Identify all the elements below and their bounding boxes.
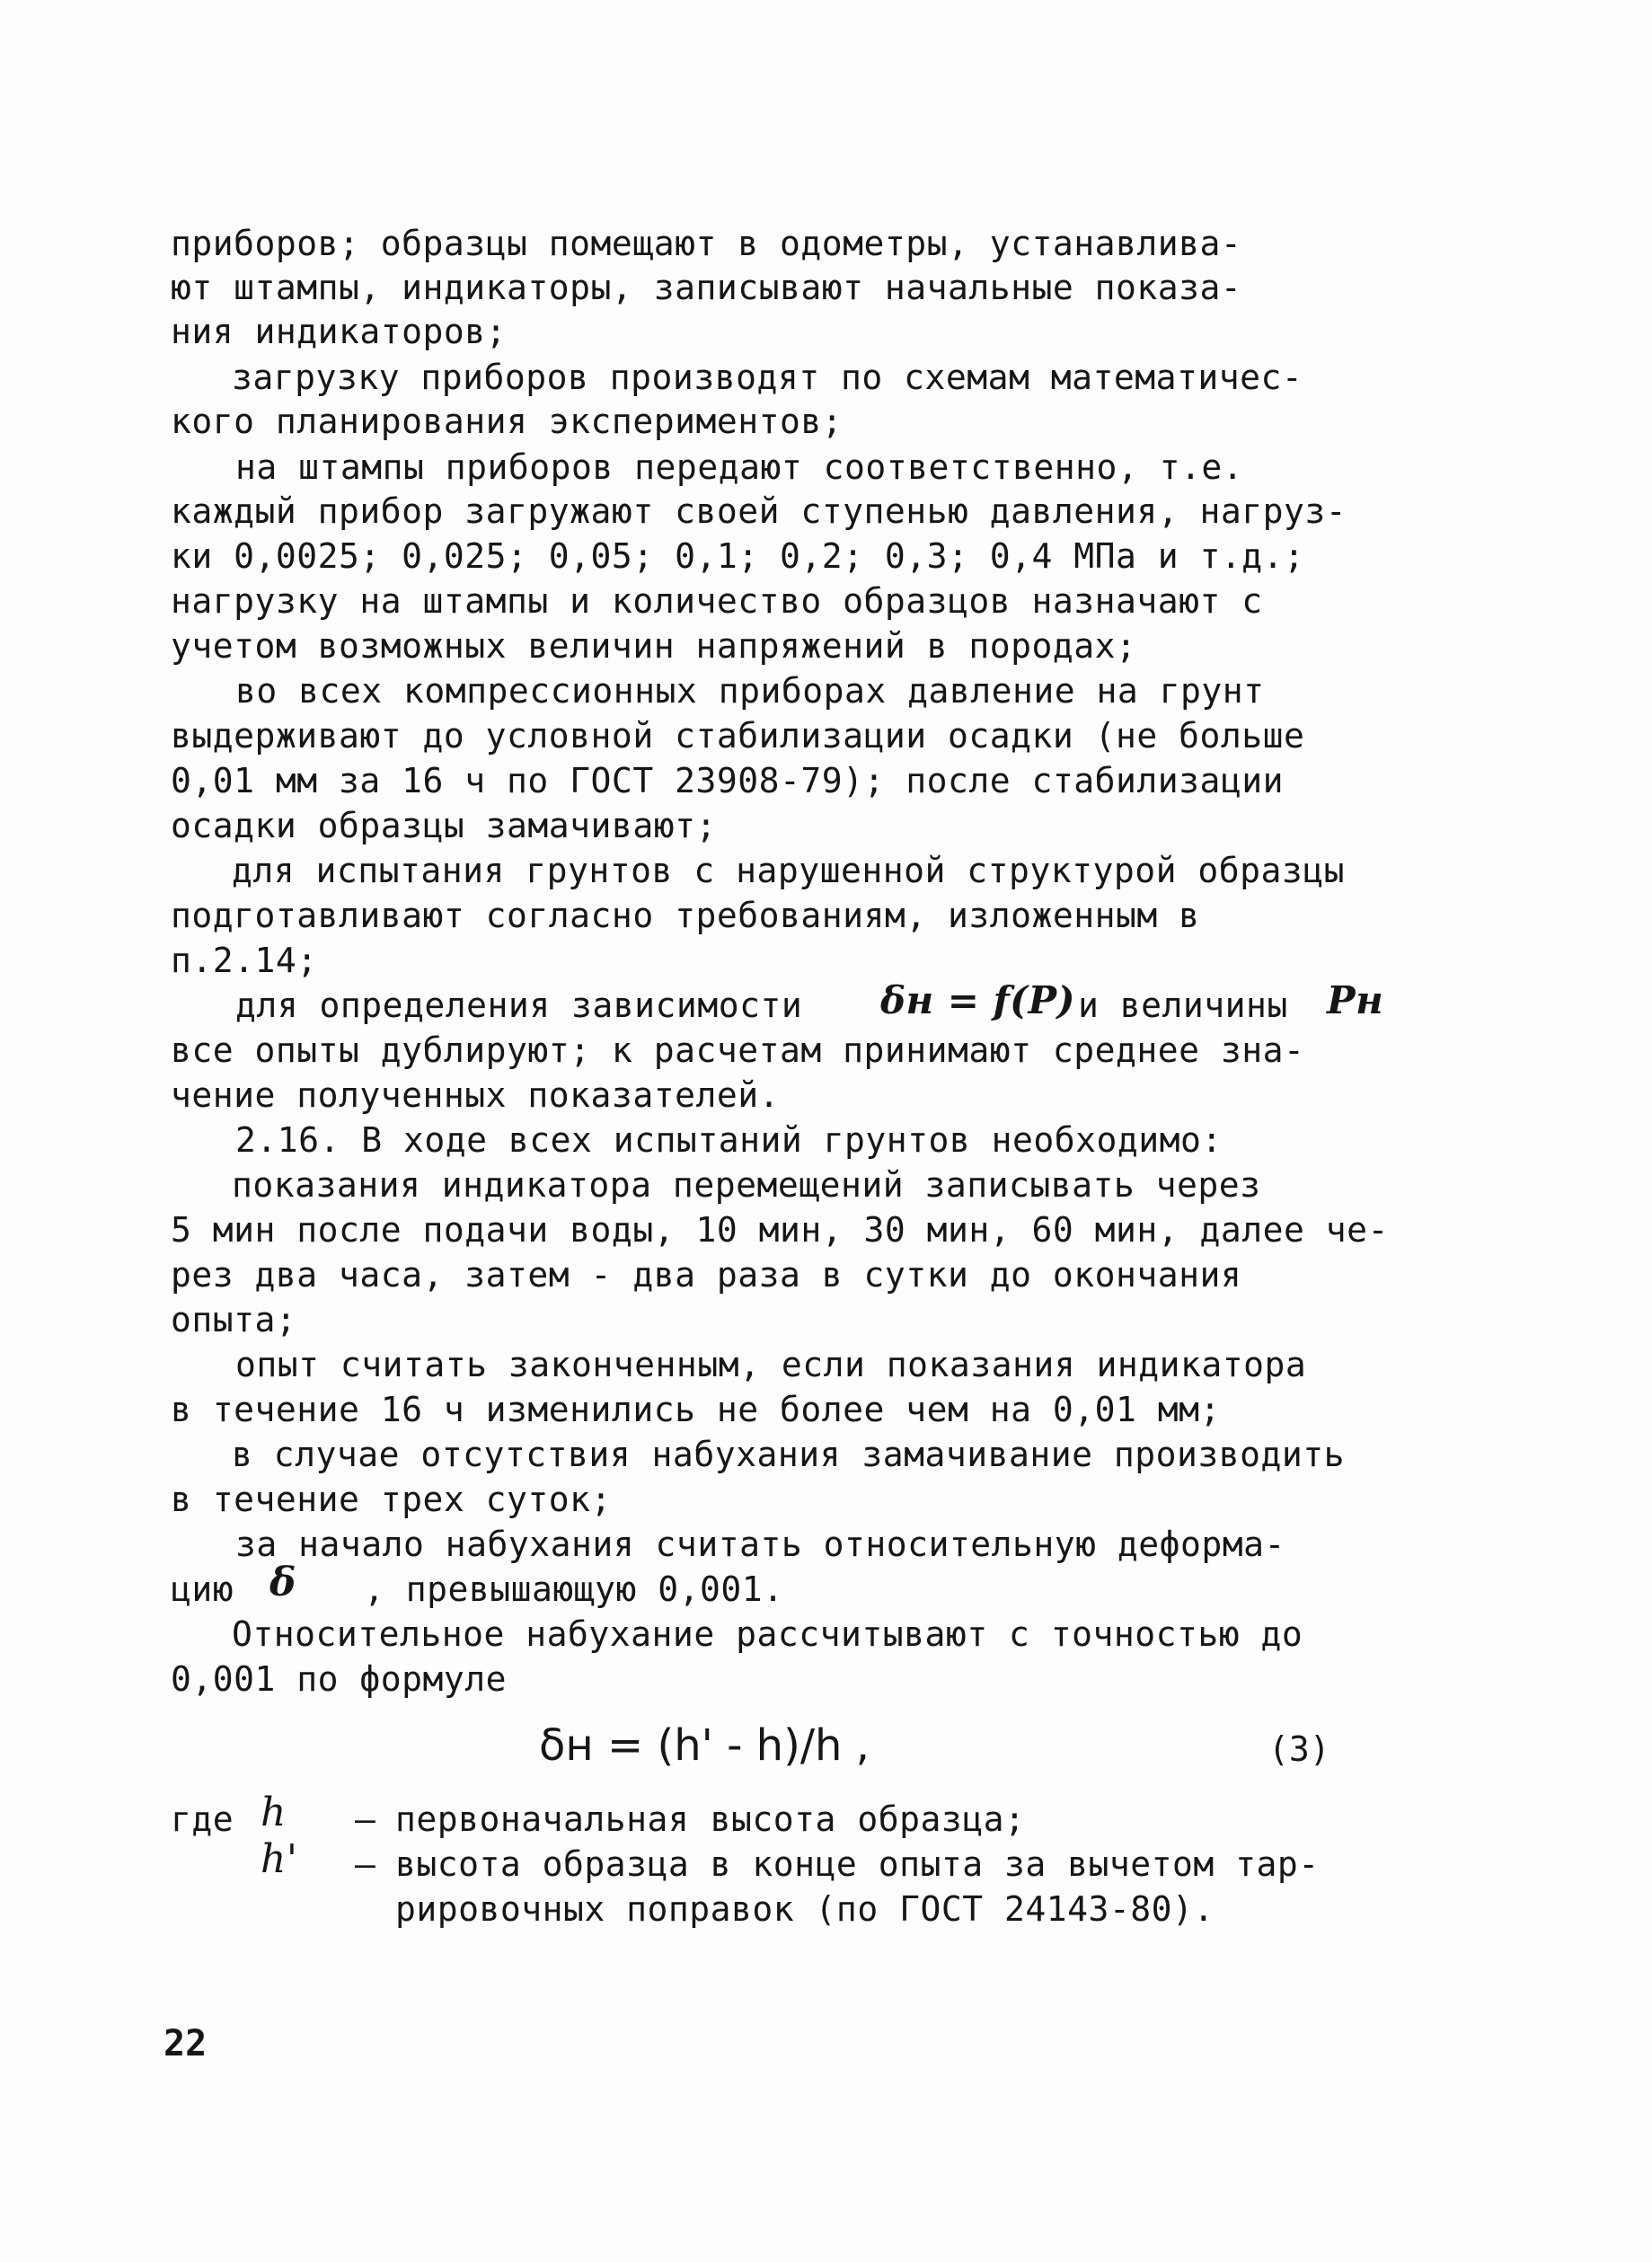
text-line: и величины [1078,986,1288,1025]
text-line: во всех компрессионных приборах давление на грунт [235,671,1265,711]
dependence-formula: δн = f(P) [880,978,1075,1022]
text-line: ния индикаторов; [171,312,508,351]
text-line: чение полученных показателей. [171,1075,780,1115]
page-number: 22 [163,2023,208,2064]
text-line: ют штампы, индикаторы, записывают начальные показа- [171,268,1242,307]
text-line: рез два часа, затем - два раза в сутки до окончания [171,1255,1242,1295]
text-line: на штампы приборов передают соответственно, т.е. [235,447,1244,487]
pressure-symbol: Pн [1327,978,1384,1022]
text-line: приборов; образцы помещают в одометры, устанавлива- [171,224,1242,263]
text-line: показания индикатора перемещений записывать через [232,1165,1261,1205]
text-line: ки 0,0025; 0,025; 0,05; 0,1; 0,2; 0,3; 0,4 МПа и т.д.; [171,536,1305,576]
text-line: опыт считать законченным, если показания индикатора [235,1345,1307,1384]
where-dash: – [355,1799,376,1839]
where-definition: первоначальная высота образца; [395,1799,1026,1839]
text-line: за начало набухания считать относительную деформа- [235,1525,1285,1564]
section-heading-line: 2.16. В ходе всех испытаний грунтов необходимо: [235,1120,1223,1160]
where-label: где [171,1799,234,1839]
where-symbol: h' [261,1836,298,1882]
text-line: выдерживают до условной стабилизации осадки (не больше [171,716,1305,756]
text-line: цию [171,1569,234,1609]
text-line: подготавливают согласно требованиям, изложенным в [171,896,1200,935]
text-line: 5 мин после подачи воды, 10 мин, 30 мин, 60 мин, далее че- [171,1210,1389,1250]
where-definition-continuation: рировочных поправок (по ГОСТ 24143-80). [395,1889,1215,1929]
text-line: каждый прибор загружают своей ступенью давления, нагруз- [171,491,1347,531]
where-symbol: h [261,1790,287,1835]
text-line: 0,001 по формуле [171,1659,508,1699]
where-definition: высота образца в конце опыта за вычетом тар- [395,1844,1320,1884]
text-line: п.2.14; [171,941,318,980]
text-line: кого планирования экспериментов; [171,402,844,441]
text-line: для испытания грунтов с нарушенной структурой образцы [232,851,1346,890]
text-line: в случае отсутствия набухания замачивание производить [232,1435,1346,1474]
delta-symbol: δ [269,1560,296,1605]
text-line: для определения зависимости [235,986,803,1025]
text-line: загрузку приборов производят по схемам математичес- [232,358,1303,397]
text-line: , превышающую 0,001. [364,1569,784,1609]
text-line: в течение трех суток; [171,1480,612,1519]
text-line: Относительное набухание рассчитывают с точностью до [232,1614,1303,1654]
text-line: все опыты дублируют; к расчетам принимают среднее зна- [171,1030,1305,1070]
text-line: 0,01 мм за 16 ч по ГОСТ 23908-79); после стабилизации [171,761,1285,800]
text-line: учетом возможных величин напряжений в породах; [171,626,1137,666]
formula-number: (3) [1268,1729,1330,1769]
text-line: осадки образцы замачивают; [171,806,717,845]
text-line: нагрузку на штампы и количество образцов назначают с [171,581,1263,621]
swelling-formula: δн = (h' - h)/h , [539,1720,870,1771]
text-line: опыта; [171,1300,297,1339]
text-line: в течение 16 ч изменились не более чем на 0,01 мм; [171,1390,1221,1429]
where-dash: – [355,1844,376,1884]
